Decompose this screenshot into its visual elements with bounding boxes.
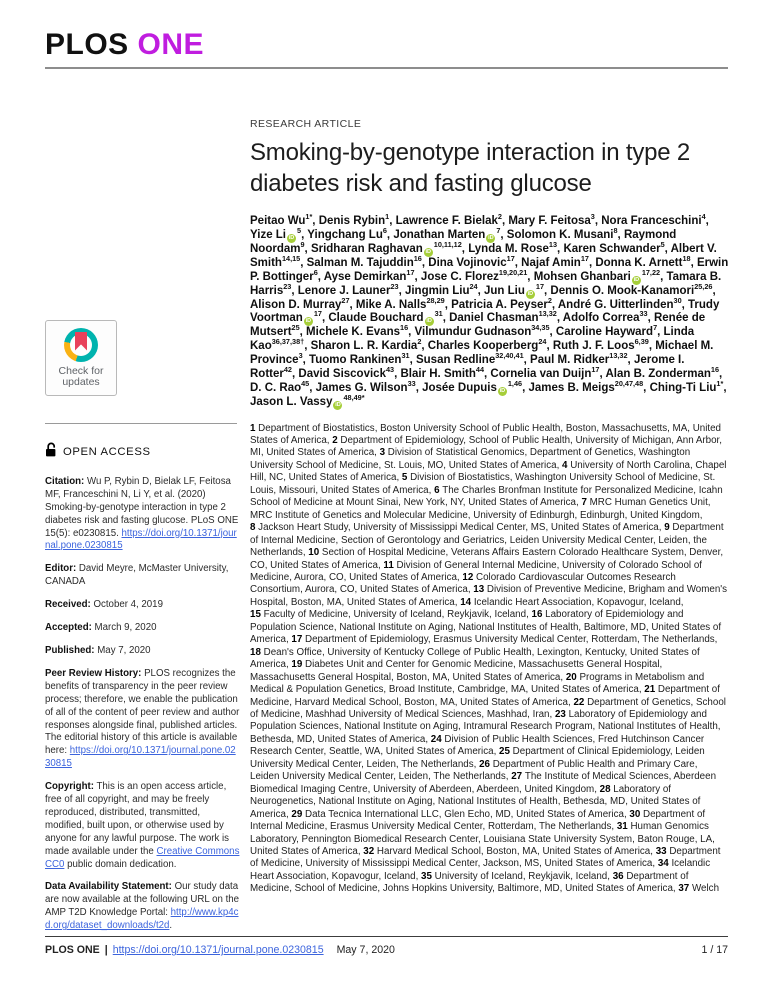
author: Yingchang Lu$^6$ bbox=[307, 225, 387, 241]
affiliation: 21 Department of Medicine, Harvard Medical School, Boston, MA, United States of America bbox=[250, 684, 720, 708]
affiliation: 3 Division of Statistical Genomics, Department of Genetics, Washington University School of Medicine, St. Louis, MO, United States of America bbox=[250, 447, 691, 471]
affiliation: 11 Division of General Internal Medicine, University of Colorado School of Medicine, Aurora, CO, United States of America bbox=[250, 559, 702, 584]
accepted-label: Accepted: bbox=[45, 622, 92, 634]
affiliation: 20 Programs in Metabolism and Medical & Population Genetics, Broad Institute, Cambridge, MA, United States of America bbox=[250, 671, 705, 696]
affiliation: 15 Faculty of Medicine, University of Iceland, Reykjavik, Iceland bbox=[250, 609, 527, 621]
data-availability-label: Data Availability Statement: bbox=[45, 881, 172, 893]
affiliation: 24 Division of Public Health Sciences, Fred Hutchinson Cancer Research Center, Seattle, WA, United States of America bbox=[250, 733, 705, 758]
main-column bbox=[250, 118, 729, 896]
author: Caroline Hayward$^7$ bbox=[555, 323, 658, 339]
editor-label: Editor: bbox=[45, 563, 77, 575]
footer-journal-name: PLOS ONE bbox=[45, 944, 100, 956]
author: Michael M. Province$^3$ bbox=[250, 340, 714, 366]
sidebar bbox=[45, 320, 241, 943]
affiliation: 5 Division of Biostatistics, Washington University School of Medicine, St. Louis, Missouri, United States of America bbox=[250, 472, 716, 496]
affiliation: 13 Division of Preventive Medicine, Brigham and Women's Hospital, Boston, MA, United States of America bbox=[250, 584, 728, 608]
author: Blair H. Smith$^{44}$ bbox=[400, 364, 485, 380]
author: Karen Schwander$^5$ bbox=[563, 239, 665, 255]
author: Jerome I. Rotter$^{42}$ bbox=[250, 353, 685, 380]
affiliation: 28 Laboratory of Neurogenetics, National Institute on Aging, National Institutes of Health, Bethesda, MD, United States of America bbox=[250, 783, 701, 820]
author: Charles Kooperberg$^{24}$ bbox=[427, 337, 547, 353]
author: Dennis O. Mook-Kanamori$^{25,26}$ bbox=[550, 281, 713, 297]
author: Cornelia van Duijn$^{17}$ bbox=[490, 364, 600, 380]
author: Dina Vojinovic$^{17}$ bbox=[428, 253, 515, 269]
affiliation: 4 University of North Carolina, Chapel Hill, NC, United States of America bbox=[250, 459, 727, 484]
cc0-link[interactable]: Creative Commons CC0 bbox=[45, 845, 240, 870]
author: Trudy Voortman $iD^{17}$ bbox=[250, 298, 720, 325]
affiliation: 37 Welch bbox=[678, 883, 720, 895]
author: Donna K. Arnett$^{18}$ bbox=[595, 253, 691, 269]
received-label: Received: bbox=[45, 599, 91, 611]
orcid-icon[interactable]: iD bbox=[335, 401, 341, 408]
editor-block bbox=[45, 563, 241, 589]
copyright-text-after: public domain dedication. bbox=[67, 858, 177, 870]
data-availability-text: Our study data are now available at the following URL on the AMP T2D Knowledge Portal: bbox=[45, 881, 240, 919]
peer-review-text: PLOS recognizes the benefits of transparency in the peer review process; therefore, we enable the publication of all of the content of peer review and author responses alongside final, published articles. The editorial history of this article is available here: bbox=[45, 667, 240, 757]
author: Tuomo Rankinen$^{31}$ bbox=[309, 351, 410, 366]
article-type-kicker: RESEARCH ARTICLE bbox=[250, 118, 362, 130]
author: Claude Bouchard $iD^{31}$ bbox=[328, 309, 443, 325]
copyright-block bbox=[45, 781, 241, 871]
data-portal-link[interactable]: http://www.kp4cd.org/dataset_downloads/t2d bbox=[45, 907, 239, 932]
orcid-icon[interactable]: iD bbox=[305, 318, 312, 325]
affiliation: 12 Colorado Cardiovascular Outcomes Research Consortium, Aurora, CO, United States of America bbox=[250, 572, 676, 596]
received-block bbox=[45, 599, 241, 612]
author: Peitao $Wu^{1*}$ bbox=[250, 212, 313, 227]
author: André G. Uitterlinden$^{30}$ bbox=[557, 295, 682, 311]
crossmark-icon bbox=[64, 328, 98, 362]
author: Sharon L. R. Kardia$^2$ bbox=[310, 337, 422, 353]
author: Denis Rybin$^1$ bbox=[318, 212, 390, 227]
peer-review-label: Peer Review History: bbox=[45, 667, 142, 679]
orcid-icon[interactable]: iD bbox=[288, 234, 295, 241]
author: Jason L. Vassy $iD^{48,49*}$ bbox=[250, 392, 365, 408]
editor-text: David Meyre, McMaster University, CANADA bbox=[45, 563, 229, 588]
open-access-label: OPEN ACCESS bbox=[63, 445, 151, 458]
author: D. C. Rao$^{45}$ bbox=[250, 378, 310, 394]
check-for-updates-badge[interactable] bbox=[45, 320, 117, 396]
author: Adolfo Correa$^{33}$ bbox=[562, 309, 648, 325]
author: Ching-Ti Liu$^{1*}$ bbox=[649, 378, 724, 394]
author: Daniel Chasman$^{13,32}$ bbox=[449, 309, 557, 325]
author: Tamara B. Harris$^{23}$ bbox=[250, 270, 722, 297]
orcid-icon[interactable]: iD bbox=[633, 276, 640, 283]
received-date: October 4, 2019 bbox=[93, 599, 163, 611]
author: Vilmundur Gudnason$^{34,35}$ bbox=[414, 323, 550, 339]
author: Najaf Amin$^{17}$ bbox=[521, 253, 589, 269]
author: Nora Franceschini$^4$ bbox=[601, 212, 706, 227]
author: Alison D. Murray$^{27}$ bbox=[250, 295, 350, 311]
author: Patricia A. Peyser$^2$ bbox=[451, 295, 552, 311]
affiliation: 19 Diabetes Unit and Center for Genomic Medicine, Massachusetts General Hospital, Massachusetts General Hospital, Boston, MA, United States of America bbox=[250, 659, 663, 683]
citation-label: Citation: bbox=[45, 475, 85, 487]
accepted-date: March 9, 2020 bbox=[94, 622, 157, 634]
open-access-row bbox=[45, 442, 241, 462]
author: Renée de Mutsert$^{25}$ bbox=[250, 312, 706, 339]
affiliation: 2 Department of Epidemiology, School of Public Health, University of Michigan, Ann Arbor, MI, United States of America bbox=[250, 435, 722, 459]
author: Linda Kao$^{36,37,38\dagger}$ bbox=[250, 326, 695, 353]
published-block bbox=[45, 645, 241, 658]
affiliation: 17 Department of Epidemiology, Erasmus University Medical Center, Rotterdam, The Netherlands bbox=[291, 634, 715, 646]
published-date: May 7, 2020 bbox=[97, 644, 151, 656]
affiliation: 26 Department of Public Health and Primary Care, Leiden University Medical Center, Leiden, The Netherlands bbox=[250, 758, 698, 783]
author: Yize Li $iD^5$ bbox=[250, 225, 302, 241]
author: Mary F. Feitosa$^3$ bbox=[508, 212, 595, 227]
author: Susan Redline$^{32,40,41}$ bbox=[415, 351, 524, 366]
affiliation-list: 1 Department of Biostatistics, Boston University School of Public Health, Boston, Massachusetts, MA, United States of America, 2 Department of Epidemiology, School of Public Health, University of Michigan, Ann Arbor, MI, United States of America, 3 Division of Statistical Genomics, Department of Genetics, Washington University School of Medicine, St. Louis, MO, United States of America, 4 University of North Carolina, Chapel Hill, NC, United States of America, 5 Division of Biostatistics, Washington University School of Medicine, St. Louis, Missouri, United States of America, 6 The Charles Bronfman Institute for Personalized Medicine, Icahn School of Medicine at Mount Sinai, New York, NY, United States of America, 7 MRC Human Genetics Unit, MRC Institute of Genetics and Molecular Medicine, University of Edinburgh, Edinburgh, United Kingdom, 8 Jackson Heart Study, University of Mississippi Medical Center, MS, United States of America, 9 Department of Internal Medicine, Section of Gerontology and Geriatrics, Leiden University Medical Center, Leiden, the Netherlands, 10 Section of Hospital Medicine, Veterans Affairs Eastern Colorado Healthcare System, Denver, CO, United States of America, 11 Division of General Internal Medicine, University of Colorado School of Medicine, Aurora, CO, United States of America, 12 Colorado Cardiovascular Outcomes Research Consortium, Aurora, CO, United States of America, 13 Division of Preventive Medicine, Brigham and Women's Hospital, Boston, MA, United States of America, 14 Icelandic Heart Association, Kopavogur, Iceland, 15 Faculty of Medicine, University of Iceland, Reykjavik, Iceland, 16 Laboratory of Epidemiology and Population Science, National Institute on Aging, National Institutes of Health, Baltimore, MD, United States of America, 17 Department of Epidemiology, Erasmus University Medical Center, Rotterdam, The Netherlands, 18 Dean's Office, University of Kentucky College of Public Health, Lexington, Kentucky, United States of America, 19 Diabetes Unit and Center for Genomic Medicine, Massachusetts General Hospital, Massachusetts General Hospital, Boston, MA, United States of America, 20 Programs in Metabolism and Medical & Population Genetics, Broad Institute, Cambridge, MA, United States of America, 21 Department of Medicine, Harvard Medical School, Boston, MA, United States of America, 22 Department of Genetics, School of Medicine, Mashhad University of Medical Sciences, Mashhad, Iran, 23 Laboratory of Epidemiology and Population Sciences, National Institute on Aging, Intramural Research Program, National Institutes of Health, Bethesda, MD, United States of America, 24 Division of Public Health Sciences, Fred Hutchinson Cancer Research Center, Seattle, WA, United States of America, 25 Department of Clinical Epidemiology, Leiden University Medical Center, Leiden, The Netherlands, 26 Department of Public Health and Primary Care, Leiden University Medical Center, Leiden, The Netherlands, 27 The Institute of Medical Sciences, Aberdeen Biomedical Imaging Centre, University of Aberdeen, Aberdeen, United Kingdom, 28 Laboratory of Neurogenetics, National Institute on Aging, National Institutes of Health, Bethesda, MD, United States of America, 29 Data Tecnica International LLC, Glen Echo, MD, United States of America, 30 Department of Internal Medicine, Erasmus University Medical Center, Rotterdam, The Netherlands, 31 Human Genomics Laboratory, Pennington Biomedical Research Center, Louisiana State University System, Baton Rouge, LA, United States of America, 32 Harvard Medical School, Boston, MA, United States of America, 33 Department of Medicine, University of Mississippi Medical Center, Jackson, MS, United States of America, 34 Icelandic Heart Association, Kopavogur, Iceland, 35 University of Iceland, Reykjavik, Iceland, 36 Department of Medicine, School of Medicine, Johns Hopkins University, Baltimore, MD, United States of America, 37 Welch bbox=[250, 422, 728, 895]
sidebar-divider bbox=[45, 423, 237, 424]
peer-review-block bbox=[45, 668, 241, 771]
author-list: Peitao $Wu^{1*}$, Denis Rybin$^1$, Lawrence F. Bielak$^2$, Mary F. Feitosa$^3$, Nora Franceschini$^4$, Yize Li $iD^5$, Yingchang Lu$^6$, Jonathan Marten $iD^7$, Solomon K. Musani$^8$, Raymond Noordam$^9$, Sridharan Raghavan iD$^{10,11,12}$, Lynda M. Rose$^{13}$, Karen Schwander$^5$, Albert V. Smith$^{14,15}$, Salman M. Tajuddin$^{16}$, Dina Vojinovic$^{17}$, Najaf Amin$^{17}$, Donna K. Arnett$^{18}$, Erwin P. Bottinger$^6$, Ayse Demirkan$^{17}$, Jose C. Florez$^{19,20,21}$, Mohsen Ghanbari iD$^{17,22}$, Tamara B. Harris$^{23}$, Lenore J. Launer$^{23}$, Jingmin Liu$^{24}$, Jun Liu $iD^{17}$, Dennis O. Mook-Kanamori$^{25,26}$, Alison D. Murray$^{27}$, Mike A. Nalls$^{28,29}$, Patricia A. Peyser$^2$, André G. Uitterlinden$^{30}$, Trudy Voortman $iD^{17}$, Claude Bouchard $iD^{31}$, Daniel Chasman$^{13,32}$, Adolfo Correa$^{33}$, Renée de Mutsert$^{25}$, Michele K. Evans$^{16}$, Vilmundur Gudnason$^{34,35}$, Caroline Hayward$^7$, Linda Kao$^{36,37,38\dagger}$, Sharon L. R. Kardia$^2$, Charles Kooperberg$^{24}$, Ruth J. F. Loos$^{6,39}$, Michael M. Province$^3$, Tuomo Rankinen$^{31}$, Susan Redline$^{32,40,41}$, Paul M. Ridker$^{13,32}$, Jerome I. Rotter$^{42}$, David Siscovick$^{43}$, Blair H. Smith$^{44}$, Cornelia van Duijn$^{17}$, Alan B. Zonderman$^{16}$, D. C. Rao$^{45}$, James G. Wilson$^{33}$, Josée Dupuis iD$^{1,46}$, James B. Meigs$^{20,47,48}$, Ching-Ti Liu$^{1*}$, Jason L. Vassy $iD^{48,49*}$ bbox=[250, 212, 729, 408]
affiliation: 22 Department of Genetics, School of Medicine, Mashhad University of Medical Sciences, Mashhad, Iran bbox=[250, 696, 726, 720]
footer-doi-link[interactable]: https://doi.org/10.1371/journal.pone.0230815 bbox=[112, 944, 324, 956]
orcid-icon[interactable]: iD bbox=[527, 290, 534, 297]
check-for-updates-label: Check for updates bbox=[58, 364, 104, 388]
author: Sridharan Raghavan iD$^{10,11,12}$ bbox=[310, 239, 462, 255]
footer-left bbox=[45, 944, 395, 956]
author: Mike A. Nalls$^{28,29}$ bbox=[355, 295, 445, 311]
author: Josée Dupuis iD$^{1,46}$ bbox=[422, 378, 523, 394]
published-label: Published: bbox=[45, 644, 95, 656]
affiliation: 14 Icelandic Heart Association, Kopavogur, Iceland bbox=[460, 596, 681, 608]
author: Lawrence F. Bielak$^2$ bbox=[395, 212, 502, 227]
copyright-label: Copyright: bbox=[45, 781, 94, 793]
footer-date: May 7, 2020 bbox=[336, 944, 395, 956]
orcid-icon[interactable]: iD bbox=[426, 318, 432, 325]
citation-block bbox=[45, 476, 241, 553]
journal-logo bbox=[45, 28, 204, 62]
author: Jun Liu $iD^{17}$ bbox=[484, 281, 545, 297]
data-availability-block bbox=[45, 881, 241, 933]
affiliation: 9 Department of Internal Medicine, Section of Gerontology and Geriatrics, Leiden University Medical Center, Leiden, the Netherlands bbox=[250, 522, 724, 559]
affiliation: 32 Harvard Medical School, Boston, MA, United States of America bbox=[363, 845, 651, 857]
affiliation: 31 Human Genomics Laboratory, Pennington Biomedical Research Center, Louisiana State University System, Baton Rouge, LA, United States of America bbox=[250, 821, 715, 857]
author: Erwin P. Bottinger$^6$ bbox=[250, 256, 729, 283]
author: David Siscovick$^{43}$ bbox=[298, 364, 395, 380]
author: Lynda M. Rose$^{13}$ bbox=[468, 239, 558, 255]
affiliation: 7 MRC Human Genetics Unit, MRC Institute of Genetics and Molecular Medicine, University of Edinburgh, Edinburgh, United Kingdom bbox=[250, 497, 711, 521]
author: Michele K. Evans$^{16}$ bbox=[306, 323, 409, 339]
author: Paul M. Ridker$^{13,32}$ bbox=[530, 351, 628, 366]
author: Jonathan Marten $iD^7$ bbox=[393, 225, 501, 241]
author: Albert V. Smith$^{14,15}$ bbox=[250, 242, 717, 269]
author: Jingmin Liu$^{24}$ bbox=[404, 281, 478, 297]
author: Salman M. Tajuddin$^{16}$ bbox=[306, 253, 422, 269]
affiliation: 1 Department of Biostatistics, Boston University School of Public Health, Boston, Massachusetts, MA, United States of America bbox=[250, 422, 722, 447]
author: James G. Wilson$^{33}$ bbox=[315, 378, 416, 394]
author: Mohsen Ghanbari iD$^{17,22}$ bbox=[533, 267, 661, 283]
page-number: 1 / 17 bbox=[701, 944, 728, 956]
affiliation: 16 Laboratory of Epidemiology and Population Science, National Institute on Aging, National Institutes of Health, Baltimore, MD, United States of America bbox=[250, 609, 722, 646]
header-divider bbox=[45, 67, 728, 69]
affiliation: 33 Department of Medicine, University of Mississippi Medical Center, Jackson, MS, United States of America bbox=[250, 845, 721, 870]
journal-logo-one: ONE bbox=[137, 28, 205, 61]
footer bbox=[45, 944, 728, 956]
author: Alan B. Zonderman$^{16}$ bbox=[605, 364, 720, 380]
data-availability-text-after: . bbox=[169, 920, 173, 932]
author: Raymond Noordam$^9$ bbox=[250, 228, 677, 255]
author: James B. Meigs$^{20,47,48}$ bbox=[528, 378, 644, 394]
affiliation: 30 Department of Internal Medicine, Erasmus University Medical Center, Rotterdam, The Netherlands bbox=[250, 808, 706, 833]
affiliation: 18 Dean's Office, University of Kentucky College of Public Health, Lexington, Kentucky, United States of America bbox=[250, 646, 700, 671]
open-lock-icon bbox=[45, 442, 58, 462]
author: Solomon K. Musani$^8$ bbox=[506, 225, 618, 241]
author: Lenore J. Launer$^{23}$ bbox=[297, 281, 399, 297]
footer-separator: | bbox=[104, 944, 108, 956]
affiliation: 29 Data Tecnica International LLC, Glen Echo, MD, United States of America bbox=[291, 808, 624, 820]
affiliation: 23 Laboratory of Epidemiology and Population Sciences, National Institute on Aging, Intramural Research Program, National Institutes of Health, Bethesda, MD, United States of America bbox=[250, 709, 721, 745]
affiliation: 36 Department of Medicine, School of Medicine, Johns Hopkins University, Baltimore, MD, United States of America bbox=[250, 870, 689, 895]
affiliation: 35 University of Iceland, Reykjavik, Iceland bbox=[421, 870, 608, 882]
affiliation: 27 The Institute of Medical Sciences, Aberdeen Biomedical Imaging Centre, University of Aberdeen, Aberdeen, United Kingdom bbox=[250, 771, 717, 795]
author: Ruth J. F. Loos$^{6,39}$ bbox=[552, 337, 649, 353]
affiliation: 6 The Charles Bronfman Institute for Personalized Medicine, Icahn School of Medicine at Mount Sinai, New York, NY, United States of America bbox=[250, 484, 723, 509]
citation-text: Wu P, Rybin D, Bielak LF, Feitosa MF, Franceschini N, Li Y, et al. (2020) Smoking-by-genotype interaction in type 2 diabetes risk and fasting glucose. PLoS ONE 15(5): e0230815. bbox=[45, 475, 239, 539]
orcid-icon[interactable]: iD bbox=[425, 248, 432, 255]
author: Ayse Demirkan$^{17}$ bbox=[323, 267, 415, 283]
peer-review-doi-link[interactable]: https://doi.org/10.1371/journal.pone.0230815 bbox=[45, 745, 236, 770]
copyright-text: This is an open access article, free of all copyright, and may be freely reproduced, distributed, transmitted, modified, built upon, or otherwise used by anyone for any lawful purpose. The work is made available under the bbox=[45, 781, 229, 857]
affiliation: 10 Section of Hospital Medicine, Veterans Affairs Eastern Colorado Healthcare System, Denver, CO, United States of America bbox=[250, 547, 724, 571]
journal-logo-plos: PLOS bbox=[45, 28, 129, 61]
crossmark-bookmark-icon bbox=[75, 332, 87, 351]
author: Jose C. Florez$^{19,20,21}$ bbox=[420, 267, 528, 283]
accepted-block bbox=[45, 622, 241, 635]
orcid-icon[interactable]: iD bbox=[499, 387, 506, 394]
affiliation: 8 Jackson Heart Study, University of Mississippi Medical Center, MS, United States of America bbox=[250, 522, 659, 534]
citation-doi-link[interactable]: https://doi.org/10.1371/journal.pone.0230815 bbox=[45, 527, 237, 552]
orcid-icon[interactable]: iD bbox=[488, 234, 494, 241]
affiliation: 25 Department of Clinical Epidemiology, Leiden University Medical Center, Leiden, The Netherlands bbox=[250, 746, 705, 770]
article-title: Smoking-by-genotype interaction in type 2 diabetes risk and fasting glucose bbox=[250, 139, 691, 197]
affiliation: 34 Icelandic Heart Association, Kopavogur, Iceland bbox=[250, 858, 711, 882]
footer-divider bbox=[45, 936, 728, 937]
